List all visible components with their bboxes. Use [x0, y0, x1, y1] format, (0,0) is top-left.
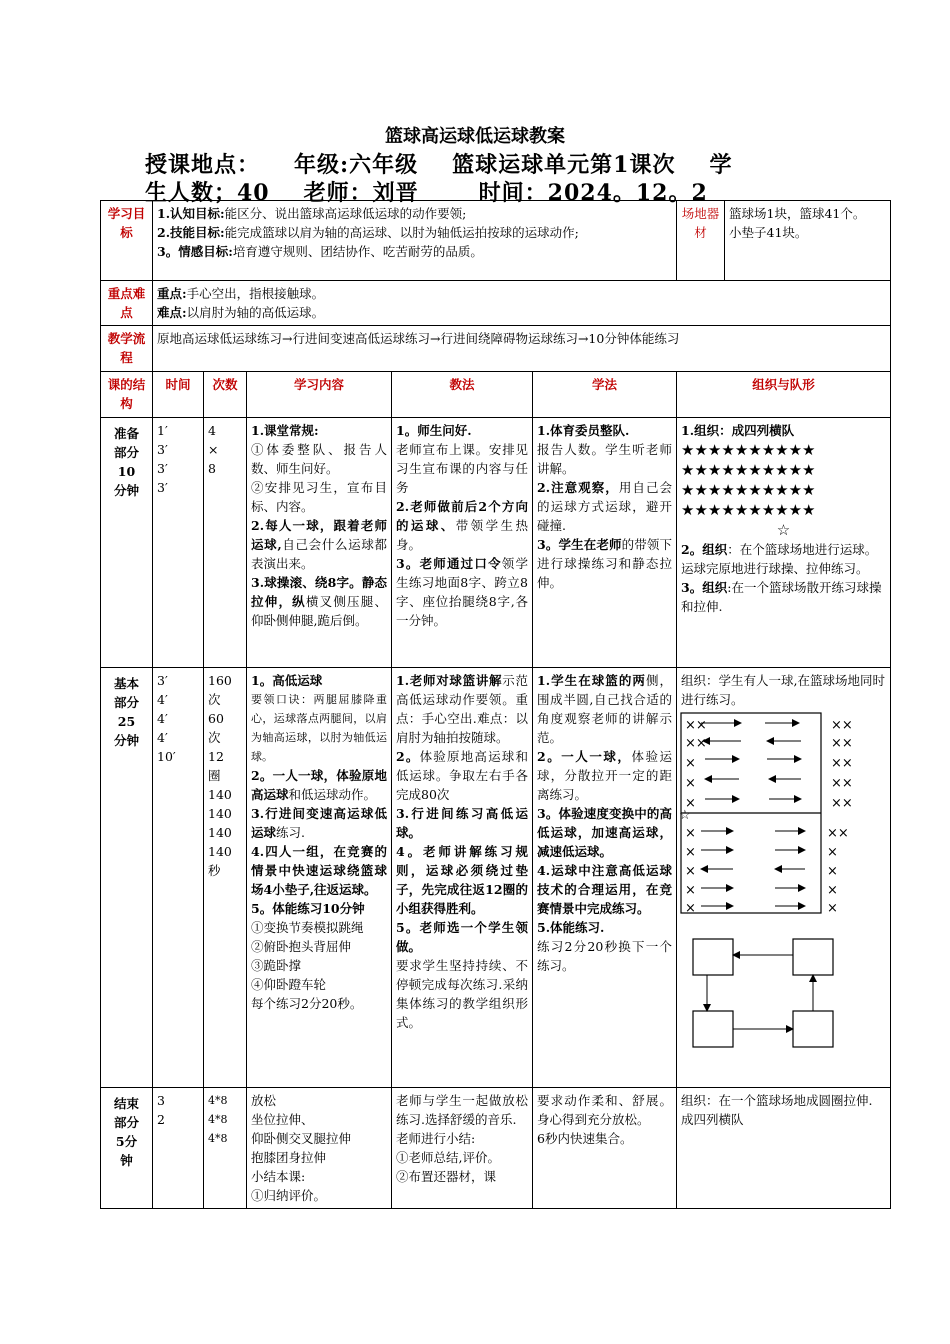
mat-box-top-right	[793, 939, 833, 975]
flow-label: 教学流程	[101, 326, 153, 372]
col-method: 教法	[392, 372, 533, 418]
student-x-marker: ××	[831, 718, 853, 733]
header-unit: 篮球运球单元第1课次	[452, 152, 676, 178]
student-x-marker: ×	[827, 845, 838, 860]
col-content: 学习内容	[247, 372, 392, 418]
venue-content: 篮球场1块，篮球41个。 小垫子41块。	[725, 201, 891, 281]
prep-times: 1′ 3′ 3′ 3′	[153, 418, 204, 668]
mat-box-bottom-left	[693, 1011, 733, 1047]
col-structure: 课的结构	[101, 372, 153, 418]
goal-line: 3。情感目标:培育遵守规则、团结协作、吃苦耐劳的品质。	[157, 244, 483, 259]
document-title: 篮球高运球低运球教案	[385, 126, 565, 147]
keypoints-content: 重点:手心空出，指根接触球。 难点:以肩肘为轴的高低运球。	[153, 281, 891, 326]
drill-diagram	[681, 711, 871, 1046]
basic-times: 3′ 4′ 4′ 4′ 10′	[153, 668, 204, 1088]
student-x-marker: ×	[827, 901, 838, 916]
prep-learn: 1.体育委员整队. 报告人数。学生听老师讲解。 2.注意观察，用自己会的运球方式运球，避开碰撞. 3。学生在老师的带领下进行球操练习和静态拉伸。	[533, 418, 677, 668]
teacher-mark: ☆	[679, 808, 691, 823]
end-organization: 组织：在一个篮球场地成圆圈拉伸. 成四列横队	[677, 1088, 891, 1209]
keypoints-label: 重点难点	[101, 281, 153, 326]
goals-row	[101, 201, 891, 281]
prep-organization: 1.组织：成四列横队 ★★★★★★★★★★ ★★★★★★★★★★ ★★★★★★★★★★ ★★★★★★★★★★ ☆ 2。组织：在个篮球场地进行运球。运球完原地进行球操、拉伸练习。 3。组织:在一个篮球场散开练习球操和拉伸.	[677, 418, 891, 668]
flow-text: 原地高运球低运球练习→行进间变速高低运球练习→行进间绕障碍物运球练习→10分钟体能练习	[153, 326, 891, 372]
end-content: 放松 坐位拉伸、 仰卧侧交叉腿拉伸 抱膝团身拉伸 小结本课: ①归纳评价。	[247, 1088, 392, 1209]
student-formation: ★★★★★★★★★★ ★★★★★★★★★★ ★★★★★★★★★★ ★★★★★★★★★★ ☆	[681, 440, 886, 540]
header-place: 授课地点：	[145, 152, 261, 178]
lesson-plan-table	[100, 200, 891, 1209]
header-teacher: 老师：刘晋	[303, 180, 419, 206]
basic-content: 1。高低运球 要领口诀：两腿屈膝降重心，运球落点两腿间，以肩为轴高运球，以肘为轴低运球。 2。一人一球，体验原地高运球和低运球动作。 3.行进间变速高运球低运球练习. 4.四人一组，在竞赛的情景中快速运球绕篮球场4小垫子,往返运球。 5。体能练习10分钟 ①变换节奏模拟跳绳 ②俯卧抱头背屈伸 ③跪卧撑 ④仰卧蹬车轮 每个练习2分20秒。	[247, 668, 392, 1088]
student-x-marker: ×	[685, 826, 696, 841]
student-x-marker: ×	[827, 883, 838, 898]
student-x-marker: ×	[685, 864, 696, 879]
goal-line: 2.技能目标:能完成篮球以肩为轴的高运球、以肘为轴低运拍按球的运球动作;	[157, 225, 579, 240]
student-x-marker: ××	[685, 718, 707, 733]
header-students: 生人数；40	[145, 180, 270, 206]
basic-row	[101, 668, 891, 1088]
mat-box-top-left	[693, 939, 733, 975]
keypoints-row	[101, 281, 891, 326]
goal-line: 1.认知目标:能区分、说出篮球高运球低运球的动作要领;	[157, 206, 467, 221]
header-students-prefix: 学	[709, 152, 733, 178]
end-method: 老师与学生一起做放松练习.选择舒缓的音乐. 老师进行小结: ①老师总结,评价。 ②布置还器材，课	[392, 1088, 533, 1209]
venue-label: 场地器材	[677, 201, 725, 281]
student-x-marker: ×	[685, 756, 696, 771]
end-times: 3 2	[153, 1088, 204, 1209]
header-line-1	[145, 148, 845, 179]
dribble-arrows	[701, 723, 805, 906]
col-count: 次数	[204, 372, 247, 418]
prep-count: 4 × 8	[204, 418, 247, 668]
x-markers	[679, 718, 853, 916]
flow-row	[101, 326, 891, 372]
teacher-mark: ☆	[776, 521, 791, 539]
end-count: 4*8 4*8 4*8	[204, 1088, 247, 1209]
prep-label: 准备部分10分钟	[101, 418, 153, 668]
prep-content: 1.课堂常规: ①体委整队、报告人数、师生问好。 ②安排见习生，宣布目标、内容。 2.每人一球，跟着老师运球,自己会什么运球都表演出来。 3.球操滚、绕8字。静态拉伸，纵横叉侧压腿、仰卧侧伸腿,跪后倒。	[247, 418, 392, 668]
basic-organization: 组织：学生有人一球,在篮球场地同时进行练习。 ×× ×× ×× ×× × ×× × ×× × ×× × ×× × × × × × × × × ☆	[677, 668, 891, 1088]
student-x-marker: ×	[685, 776, 696, 791]
student-x-marker: ××	[831, 776, 853, 791]
student-x-marker: ××	[685, 736, 707, 751]
student-x-marker: ××	[831, 756, 853, 771]
end-row	[101, 1088, 891, 1209]
col-organization: 组织与队形	[677, 372, 891, 418]
prep-method: 1。师生问好. 老师宣布上课。安排见习生宣布课的内容与任务 2.老师做前后2个方向的运球、带领学生热身。 3。老师通过口令领学生练习地面8字、跨立8字、座位抬腿绕8字,各一分钟。	[392, 418, 533, 668]
mat-box-bottom-right	[793, 1011, 833, 1047]
student-x-marker: ×	[827, 864, 838, 879]
col-learn: 学法	[533, 372, 677, 418]
student-x-marker: ×	[685, 796, 696, 811]
basic-learn: 1.学生在球篮的两侧，围成半圆,自己找合适的角度观察老师的讲解示范。 2。一人一球，体验运球，分散拉开一定的距离练习。 3。体验速度变换中的高低运球，加速高运球，减速低运球。 4.运球中注意高低运球技术的合理运用，在竞赛情景中完成练习。 5.体能练习. 练习2分20秒换下一个练习。	[533, 668, 677, 1088]
col-time: 时间	[153, 372, 204, 418]
student-x-marker: ××	[827, 826, 849, 841]
basic-label: 基本部分25分钟	[101, 668, 153, 1088]
header-time: 时间：2024。12。2	[478, 180, 708, 206]
end-learn: 要求动作柔和、舒展。身心得到充分放松。 6秒内快速集合。	[533, 1088, 677, 1209]
column-header-row	[101, 372, 891, 418]
basic-count: 160 次 60 次 12 圈 140 140 140 140 秒	[204, 668, 247, 1088]
student-x-marker: ×	[685, 901, 696, 916]
student-x-marker: ××	[831, 736, 853, 751]
prep-row	[101, 418, 891, 668]
student-x-marker: ××	[831, 796, 853, 811]
basic-method: 1.老师对球篮讲解示范高低运球动作要领。重点：手心空出.难点：以肩肘为轴拍按随球。 2。体验原地高运球和低运球。争取左右手各完成80次 3.行进间练习高低运球。 4。老师讲解练习规则，运球必须绕过垫子，先完成往返12圈的小组获得胜利。 5。老师选一个学生领做。 要求学生坚持持续、不停顿完成每次练习.采纳集体练习的教学组织形式。	[392, 668, 533, 1088]
student-x-marker: ×	[685, 845, 696, 860]
student-x-marker: ×	[685, 883, 696, 898]
header-grade: 年级:六年级	[294, 152, 419, 178]
end-label: 结束部分5分钟	[101, 1088, 153, 1209]
goals-content	[153, 201, 677, 281]
goals-label: 学习目标	[101, 201, 153, 281]
